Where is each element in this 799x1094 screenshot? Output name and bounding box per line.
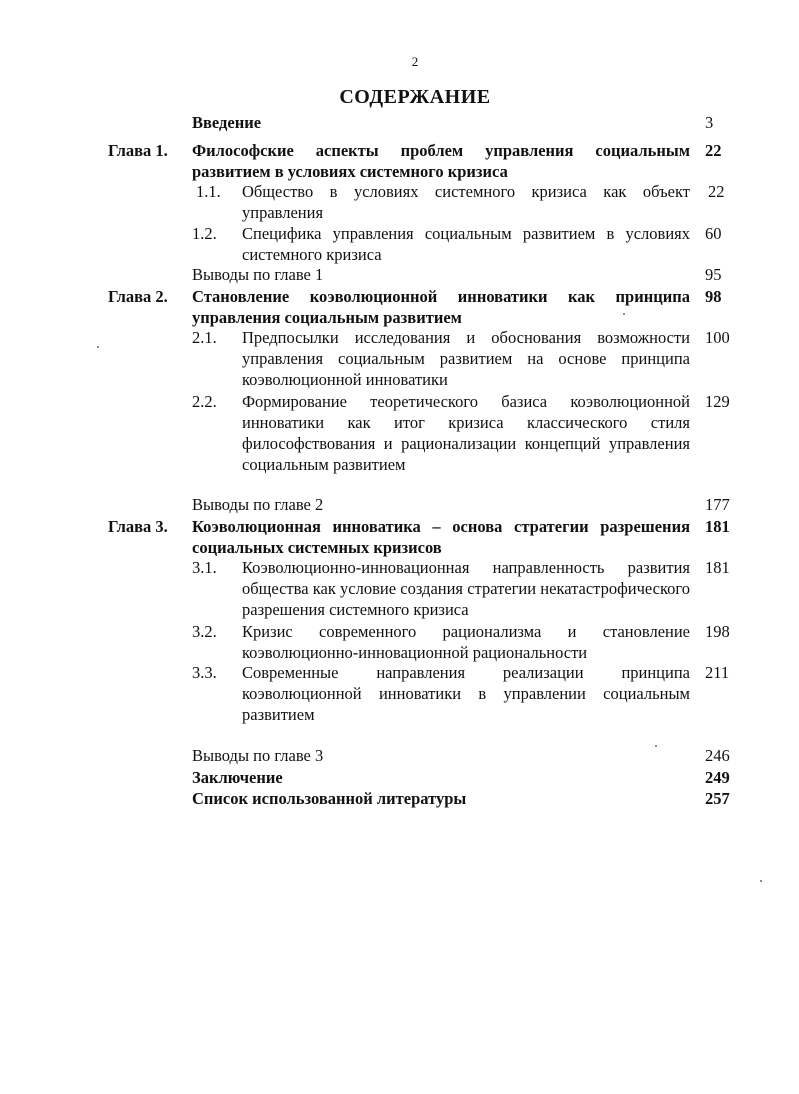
section-1-2-page: 60 [705,224,722,243]
scan-speck [655,745,657,747]
scan-speck [623,313,625,315]
scan-speck [97,346,99,348]
chapter-1-conclusion-page: 95 [705,265,722,284]
chapter-1-conclusion[interactable]: Выводы по главе 1 [192,265,324,284]
chapter-3-conclusion-page: 246 [705,746,730,765]
chapter-3-conclusion[interactable]: Выводы по главе 3 [192,746,324,765]
section-2-1-title[interactable]: Предпосылки исследования и обоснования возможности управления социальным развитием на основе принципа коэволюционной инноватики [242,328,690,389]
section-3-2-num: 3.2. [192,622,217,641]
section-3-1-page: 181 [705,558,730,577]
toc-intro[interactable]: Введение [192,113,262,132]
section-1-1-num: 1.1. [196,182,221,201]
section-1-1-title[interactable]: Общество в условиях системного кризиса как объект управления [242,182,690,222]
chapter-1-label: Глава 1. [108,141,168,160]
toc-intro-page: 3 [705,113,714,132]
section-3-3-num: 3.3. [192,663,217,682]
toc-bibliography-page: 257 [705,789,730,808]
chapter-2-page: 98 [705,287,722,306]
section-3-2-page: 198 [705,622,730,641]
section-3-3-page: 211 [705,663,730,682]
chapter-2-title[interactable]: Становление коэволюционной инноватики как принципа управления социальным развитием [192,287,690,327]
page-title: СОДЕРЖАНИЕ [339,86,491,108]
chapter-2-conclusion-page: 177 [705,495,730,514]
chapter-3-label: Глава 3. [108,517,168,536]
toc-conclusion[interactable]: Заключение [192,768,283,787]
section-3-3-title[interactable]: Современные направления реализации принципа коэволюционной инноватики в управлении социальным развитием [242,663,690,724]
chapter-2-label: Глава 2. [108,287,168,306]
section-3-1-num: 3.1. [192,558,217,577]
section-2-1-page: 100 [705,328,730,347]
scan-speck [760,880,762,882]
section-3-2-title[interactable]: Кризис современного рационализма и становление коэволюционно-инновационной рациональности [242,622,690,662]
chapter-2-conclusion[interactable]: Выводы по главе 2 [192,495,324,514]
section-2-2-num: 2.2. [192,392,217,411]
toc-bibliography[interactable]: Список использованной литературы [192,789,467,808]
section-1-1-page: 22 [708,182,725,201]
chapter-1-page: 22 [705,141,722,160]
section-1-2-num: 1.2. [192,224,217,243]
section-2-2-title[interactable]: Формирование теоретического базиса коэволюционной инноватики как итог кризиса классического стиля философствования и рационализации концепций управления социальным развитием [242,392,690,474]
chapter-3-title[interactable]: Коэволюционная инноватика – основа стратегии разрешения социальных системных кризисов [192,517,690,557]
section-2-1-num: 2.1. [192,328,217,347]
section-3-1-title[interactable]: Коэволюционно-инновационная направленность развития общества как условие создания стратегии некатастрофического разрешения системного кризиса [242,558,690,619]
chapter-1-title[interactable]: Философские аспекты проблем управления социальным развитием в условиях системного кризиса [192,141,690,181]
page-number: 2 [411,54,419,69]
chapter-3-page: 181 [705,517,730,536]
toc-conclusion-page: 249 [705,768,730,787]
section-1-2-title[interactable]: Специфика управления социальным развитием в условиях системного кризиса [242,224,690,264]
section-2-2-page: 129 [705,392,730,411]
